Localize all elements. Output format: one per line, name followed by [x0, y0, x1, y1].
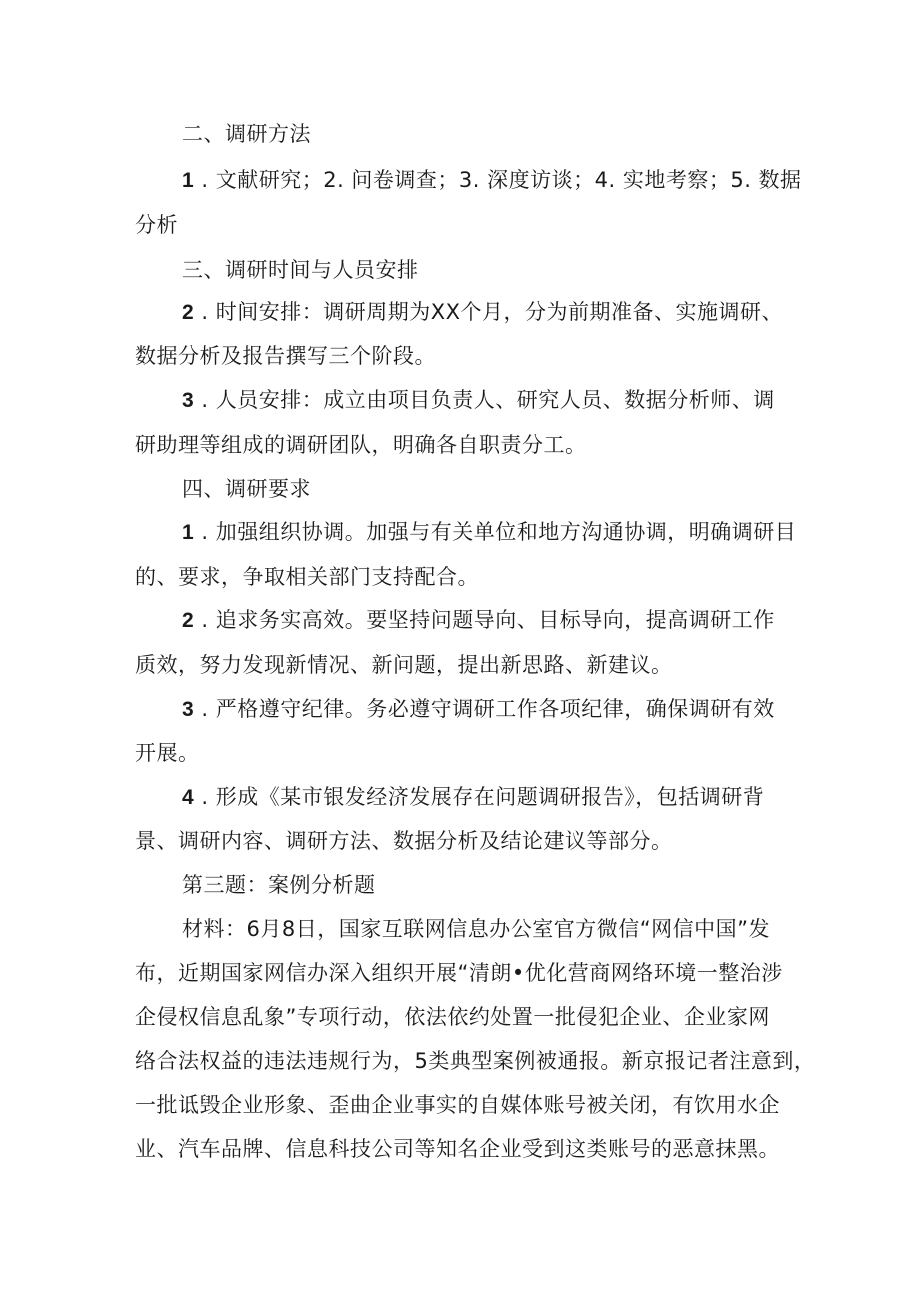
paragraph-line — [0, 429, 920, 461]
line-text: . 文献研究；2. 问卷调查；3. 深度访谈；4. 实地考察；5. 数据 — [194, 168, 802, 192]
line-text: 四、调研要求 — [182, 477, 311, 501]
line-text: . 加强组织协调。加强与有关单位和地方沟通协调，明确调研目 — [194, 520, 797, 544]
line-text: . 人员安排：成立由项目负责人、研究人员、数据分析师、调 — [194, 388, 775, 412]
list-number: 1 — [182, 521, 195, 544]
line-text: . 形成《某市银发经济发展存在问题调研报告》，包括调研背 — [194, 785, 765, 809]
material-line — [0, 913, 920, 945]
paragraph-line — [0, 561, 920, 593]
line-text: 研助理等组成的调研团队，明确各自职责分工。 — [135, 433, 587, 457]
list-number: 1 — [182, 169, 195, 192]
line-text: . 追求务实高效。要坚持问题导向、目标导向，提高调研工作 — [194, 608, 775, 632]
line-text: . 时间安排：调研周期为XX个月，分为前期准备、实施调研、 — [194, 300, 783, 324]
list-number: 4 — [182, 786, 195, 809]
line-text: 业、汽车品牌、信息科技公司等知名企业受到这类账号的恶意抹黑。 — [135, 1137, 780, 1161]
material-line — [0, 1045, 920, 1077]
list-number: 3 — [182, 698, 195, 721]
line-text: . 严格遵守纪律。务必遵守调研工作各项纪律，确保调研有效 — [194, 697, 775, 721]
section-heading-schedule — [0, 254, 920, 286]
material-line — [0, 1089, 920, 1121]
paragraph-line — [0, 825, 920, 857]
list-number: 3 — [182, 389, 195, 412]
paragraph-line — [0, 209, 920, 241]
paragraph-line — [0, 340, 920, 372]
paragraph-line — [0, 737, 920, 769]
line-text: 分析 — [135, 213, 178, 237]
paragraph-line — [0, 649, 920, 681]
paragraph-line — [0, 384, 920, 417]
line-text: 景、调研内容、调研方法、数据分析及结论建议等部分。 — [135, 829, 673, 853]
line-text: 的、要求，争取相关部门支持配合。 — [135, 565, 479, 589]
paragraph-line — [0, 781, 920, 814]
line-text: 数据分析及报告撰写三个阶段。 — [135, 344, 436, 368]
material-line — [0, 1133, 920, 1165]
line-text: 络合法权益的违法违规行为，5类典型案例被通报。新京报记者注意到， — [135, 1049, 816, 1073]
line-text: 材料：6月8日，国家互联网信息办公室官方微信“网信中国”发 — [182, 917, 770, 941]
paragraph-line — [0, 296, 920, 329]
section-heading-requirements — [0, 473, 920, 505]
line-text: 布，近期国家网信办深入组织开展“清朗•优化营商网络环境一整治涉 — [135, 961, 783, 985]
list-number: 2 — [182, 609, 195, 632]
material-line — [0, 1001, 920, 1033]
line-text: 二、调研方法 — [182, 122, 311, 146]
line-text: 第三题：案例分析题 — [182, 873, 376, 897]
question-heading — [0, 869, 920, 901]
paragraph-line — [0, 604, 920, 637]
line-text: 三、调研时间与人员安排 — [182, 258, 419, 282]
material-line — [0, 957, 920, 989]
line-text: 企侵权信息乱象”专项行动，依法依约处置一批侵犯企业、企业家网 — [135, 1005, 770, 1029]
list-number: 2 — [182, 301, 195, 324]
line-text: 一批诋毁企业形象、歪曲企业事实的自媒体账号被关闭，有饮用水企 — [135, 1093, 780, 1117]
line-text: 开展。 — [135, 741, 200, 765]
paragraph-line — [0, 516, 920, 549]
line-text: 质效，努力发现新情况、新问题，提出新思路、新建议。 — [135, 653, 673, 677]
paragraph-line — [0, 164, 920, 197]
paragraph-line — [0, 693, 920, 726]
section-heading-methods — [0, 118, 920, 150]
